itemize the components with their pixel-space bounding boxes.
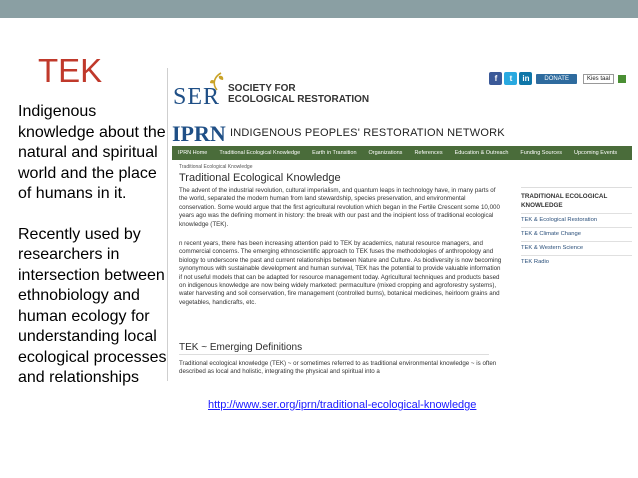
source-url-link[interactable]: http://www.ser.org/iprn/traditional-ecological-knowledge [208, 399, 477, 411]
nav-funding-sources[interactable]: Funding Sources [520, 150, 562, 156]
top-accent-bar [0, 0, 638, 18]
linkedin-icon[interactable]: in [519, 72, 532, 85]
nav-upcoming-events[interactable]: Upcoming Events [573, 150, 618, 156]
usage-paragraph: Recently used by researchers in intersection between ethnobiology and human ecology for understanding local ecological processes and relationships [18, 225, 167, 386]
main-nav [172, 146, 632, 160]
website-screenshot [167, 68, 632, 381]
ser-org-name [228, 83, 369, 105]
definitions-heading: TEK ~ Emerging Definitions [179, 342, 303, 353]
sidebar-heading[interactable]: TRADITIONAL ECOLOGICAL KNOWLEDGE [521, 193, 608, 209]
ser-name-line2: ECOLOGICAL RESTORATION [228, 94, 370, 105]
twitter-icon[interactable]: t [504, 72, 517, 85]
iprn-logo[interactable]: IPRN [172, 121, 226, 146]
iprn-network-name: INDIGENOUS PEOPLES' RESTORATION NETWORK [230, 127, 505, 139]
social-bar [489, 72, 626, 85]
definition-paragraph: Indigenous knowledge about the natural and spiritual world and the place of humans in it. [18, 103, 166, 202]
nav-earth-in-transition[interactable]: Earth in Transition [312, 150, 357, 156]
slide-body-text [18, 102, 168, 389]
slide-title: TEK [38, 52, 103, 89]
sidebar-item-western-science[interactable]: TEK & Western Science [521, 241, 632, 255]
nav-iprn-home[interactable]: IPRN Home [178, 150, 208, 156]
nav-references[interactable]: References [414, 150, 443, 156]
translate-icon[interactable] [618, 75, 626, 83]
nav-tek[interactable]: Traditional Ecological Knowledge [219, 150, 301, 156]
sidebar-item-tek-radio[interactable]: TEK Radio [521, 255, 632, 269]
recent-years-paragraph: n recent years, there has been increasing attention paid to TEK by academics, natural resource managers, and commercial concerns. The emerging ethnoscientific approach to TEK fuses the methodologies of anthropology and biology to underscore the past and current relationships between Nature and Culture. As biodiversity is now becoming synonymous with sustainable development and human survival, TEK has the potential to provide valuable information if not useful models that can be adapted for resource management today. Agricultural techniques and products based on indigenous knowledge are now being widely marketed: permaculture (mixed cropping and agroforestry systems), water harvesting and soil conservation, fire management (controlled burns), botanical medicines, heirloom grains and vegetables, handicrafts, etc. [179, 240, 502, 306]
nav-education-outreach[interactable]: Education & Outreach [454, 150, 509, 156]
ser-logo[interactable]: SER [173, 84, 221, 110]
intro-paragraph: The advent of the industrial revolution, cultural imperialism, and quantum leaps in technology have, in many parts of the world, separated the modern human from land stewardship, species preservation, and environmental conservation. Some would argue that the first agricultural revolution which began in the Fertile Crescent some 10,000 years ago was the defining moment in history: the break with our past and the incipient loss of traditional ecological knowledge (TEK). [179, 187, 500, 228]
sidebar-item-climate-change[interactable]: TEK & Climate Change [521, 227, 632, 241]
language-select[interactable]: Kies taal [583, 74, 614, 84]
sidebar-item-restoration[interactable]: TEK & Ecological Restoration [521, 213, 632, 227]
heading-divider [179, 354, 489, 355]
donate-button[interactable]: DONATE [536, 74, 577, 84]
page-title: Traditional Ecological Knowledge [179, 172, 341, 184]
breadcrumb[interactable]: Traditional Ecological Knowledge [179, 164, 253, 170]
ser-name-line1: SOCIETY FOR [228, 83, 296, 94]
facebook-icon[interactable]: f [489, 72, 502, 85]
tek-sidebar [521, 187, 632, 269]
nav-organizations[interactable]: Organizations [368, 150, 403, 156]
definitions-paragraph: Traditional ecological knowledge (TEK) ~ or sometimes referred to as traditional environmental knowledge ~ is often described as local and holistic, integrating the physical and spiritual into a [179, 360, 497, 376]
